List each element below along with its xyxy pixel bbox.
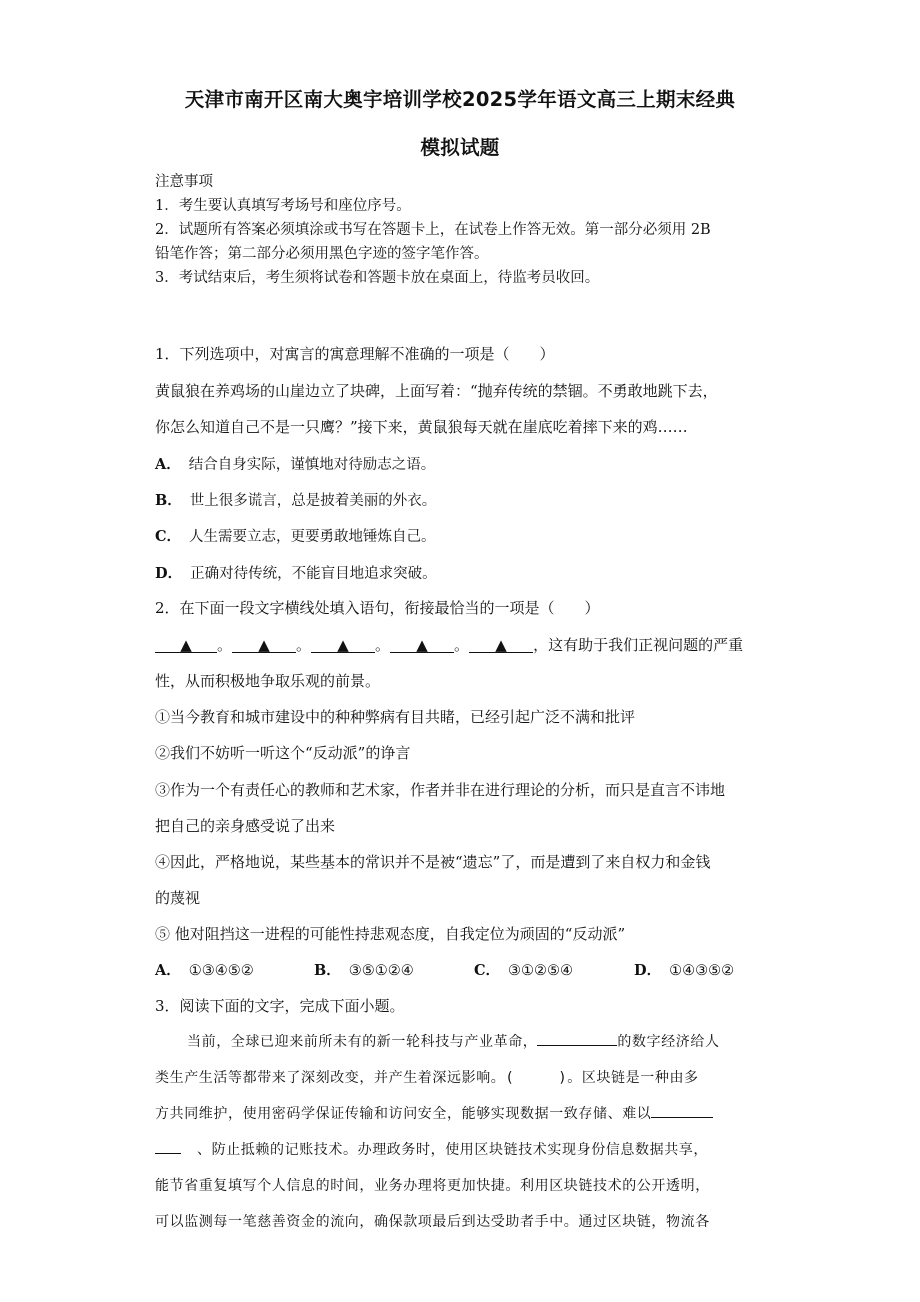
separator: 。 bbox=[296, 636, 312, 654]
q2-blanks-line bbox=[155, 634, 743, 655]
q2-sentence: ①当今教育和城市建设中的种种弊病有目共睹，已经引起广泛不满和批评 bbox=[155, 708, 636, 726]
blank bbox=[537, 1045, 617, 1046]
blank: ▲ bbox=[469, 638, 533, 653]
q2-sentence: ⑤ 他对阻挡这一进程的可能性持悲观态度，自我定位为顽固的“反动派” bbox=[155, 925, 626, 943]
q3-passage-line: 能节省重复填写个人信息的时间，业务办理将更加快捷。利用区块链技术的公开透明， bbox=[155, 1178, 710, 1194]
q2-sentence: ④因此，严格地说，某些基本的常识并不是被“遗忘”了，而是遭到了来自权力和金钱 bbox=[155, 853, 711, 871]
q3-text: 当前，全球已迎来前所未有的新一轮科技与产业革命， bbox=[187, 1034, 538, 1050]
page-title: 天津市南开区南大奥宇培训学校2025学年语文高三上期末经典 bbox=[184, 88, 736, 111]
option-label: D． bbox=[155, 565, 183, 582]
separator: 。 bbox=[454, 636, 470, 654]
separator: 。 bbox=[375, 636, 391, 654]
option-text: 结合自身实际，谨慎地对待励志之语。 bbox=[188, 457, 436, 473]
q3-text: 、防止抵赖的记账技术。办理政务时，使用区块链技术实现身份信息数据共享， bbox=[197, 1142, 708, 1158]
q2-option-b: B． ③⑤①②④ bbox=[314, 962, 414, 979]
q3-text: 的数字经济给人 bbox=[617, 1034, 720, 1050]
q1-passage-line: 你怎么知道自己不是一只鹰？”接下来，黄鼠狼每天就在崖底吃着摔下来的鸡…… bbox=[155, 418, 688, 436]
option-text: 正确对待传统，不能盲目地追求突破。 bbox=[190, 566, 437, 582]
q2-sentence: ③作为一个有责任心的教师和艺术家，作者并非在进行理论的分析，而只是直言不讳地 bbox=[155, 781, 726, 799]
q3-passage-line bbox=[155, 1139, 708, 1159]
q1-stem: 1．下列选项中，对寓言的寓意理解不准确的一项是（ ） bbox=[155, 345, 555, 363]
q2-option-a: A． ①③④⑤② bbox=[155, 962, 254, 979]
notes-item: 1．考生要认真填写考场号和座位序号。 bbox=[155, 198, 411, 214]
notes-item: 铅笔作答；第二部分必须用黑色字迹的签字笔作答。 bbox=[155, 246, 489, 262]
q2-option-c: C． ③①②⑤④ bbox=[474, 962, 574, 979]
option-label: B． bbox=[155, 492, 182, 509]
blank bbox=[155, 1153, 181, 1154]
notes-heading: 注意事项 bbox=[155, 174, 213, 190]
q2-sentence: 把自己的亲身感受说了出来 bbox=[155, 817, 336, 835]
blank: ▲ bbox=[311, 638, 375, 653]
q2-option-d: D． ①④③⑤② bbox=[634, 962, 735, 979]
option-label: A． bbox=[155, 456, 181, 473]
q1-option-a bbox=[155, 453, 435, 474]
q3-text: 方共同维护，使用密码学保证传输和访问安全，能够实现数据一致存储、难以 bbox=[155, 1106, 652, 1122]
page-title-line2: 模拟试题 bbox=[420, 136, 500, 159]
q2-sentence: 的蔑视 bbox=[155, 889, 201, 907]
blank: ▲ bbox=[390, 638, 454, 653]
q3-passage-line bbox=[187, 1031, 720, 1051]
notes-item: 3．考试结束后，考生须将试卷和答题卡放在桌面上，待监考员收回。 bbox=[155, 270, 600, 286]
q2-text-line: 性，从而积极地争取乐观的前景。 bbox=[155, 672, 381, 690]
option-text: 世上很多谎言，总是披着美丽的外衣。 bbox=[189, 493, 437, 509]
q3-passage-line: 类生产生活等都带来了深刻改变，并产生着深远影响。( )。区块链是一种由多 bbox=[155, 1070, 699, 1086]
q1-option-c bbox=[155, 525, 436, 546]
option-label: C． bbox=[155, 528, 182, 545]
q1-option-d bbox=[155, 562, 437, 583]
q1-passage-line: 黄鼠狼在养鸡场的山崖边立了块碑，上面写着：“抛弃传统的禁锢。不勇敢地跳下去， bbox=[155, 382, 718, 400]
blank bbox=[651, 1117, 713, 1118]
q2-sentence: ②我们不妨听一听这个“反动派”的诤言 bbox=[155, 744, 411, 762]
q3-stem: 3．阅读下面的文字，完成下面小题。 bbox=[155, 997, 405, 1015]
blank: ▲ bbox=[232, 638, 296, 653]
notes-item: 2．试题所有答案必须填涂或书写在答题卡上，在试卷上作答无效。第一部分必须用 2B bbox=[155, 222, 711, 238]
q1-option-b bbox=[155, 489, 436, 510]
option-text: 人生需要立志，更要勇敢地锤炼自己。 bbox=[189, 529, 436, 545]
q2-line-tail: ，这有助于我们正视问题的严重 bbox=[533, 636, 744, 654]
q3-passage-line: 可以监测每一笔慈善资金的流向，确保款项最后到达受助者手中。通过区块链，物流各 bbox=[155, 1214, 710, 1230]
q3-passage-line bbox=[155, 1103, 713, 1123]
separator: 。 bbox=[217, 636, 233, 654]
blank: ▲ bbox=[155, 638, 217, 653]
q2-stem: 2．在下面一段文字横线处填入语句，衔接最恰当的一项是（ ） bbox=[155, 599, 600, 617]
